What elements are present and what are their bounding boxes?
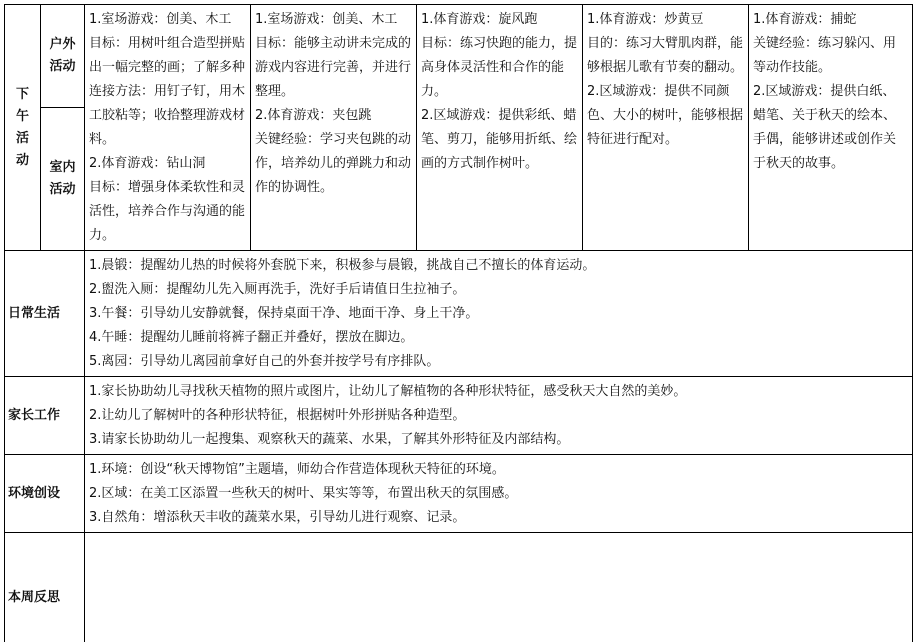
day-3-line-2: 目标：练习快跑的能力，提高身体灵活性和合作的能力。 [421, 36, 578, 99]
daily-life-line-3: 3.午餐：引导幼儿安静就餐，保持桌面干净、地面干净、身上干净。 [89, 306, 479, 321]
day-4-line-1: 1.体育游戏：炒黄豆 [587, 12, 704, 27]
afternoon-activity-label-text: 下午活动 [16, 86, 30, 168]
environment-line-2: 2.区域：在美工区添置一些秋天的树叶、果实等等，布置出秋天的氛围感。 [89, 486, 518, 501]
environment-label: 环境创设 [5, 455, 85, 533]
parent-work-label: 家长工作 [5, 377, 85, 455]
day-1-line-4: 目标：增强身体柔软性和灵活性，培养合作与沟通的能力。 [89, 180, 246, 243]
day-2-line-1: 1.室场游戏：创美、木工 [255, 12, 398, 27]
weekly-plan-table [4, 4, 913, 642]
reflection-row [5, 533, 913, 642]
daily-life-label: 日常生活 [5, 251, 85, 377]
environment-line-1: 1.环境：创设“秋天博物馆”主题墙，师幼合作营造体现秋天特征的环境。 [89, 462, 505, 477]
daily-life-line-4: 4.午睡：提醒幼儿睡前将裤子翻正并叠好，摆放在脚边。 [89, 330, 414, 345]
day-2-line-2: 目标：能够主动讲未完成的游戏内容进行完善，并进行整理。 [255, 36, 412, 99]
afternoon-activity-label [5, 5, 41, 251]
day-5-line-1: 1.体育游戏：捕蛇 [753, 12, 857, 27]
day-1-line-3: 2.体育游戏：钻山洞 [89, 156, 206, 171]
day-1-line-1: 1.室场游戏：创美、木工 [89, 12, 232, 27]
day-cell-2 [251, 5, 417, 251]
day-cell-4 [583, 5, 749, 251]
daily-life-content [85, 251, 913, 377]
day-4-line-2: 目的：练习大臂肌肉群，能够根据儿歌有节奏的翻动。 [587, 36, 744, 75]
afternoon-outdoor-row [5, 5, 913, 108]
daily-life-row [5, 251, 913, 377]
parent-work-row [5, 377, 913, 455]
parent-work-line-3: 3.请家长协助幼儿一起搜集、观察秋天的蔬菜、水果，了解其外形特征及内部结构。 [89, 432, 570, 447]
parent-work-line-2: 2.让幼儿了解树叶的各种形状特征，根据树叶外形拼贴各种造型。 [89, 408, 466, 423]
daily-life-line-5: 5.离园：引导幼儿离园前拿好自己的外套并按学号有序排队。 [89, 354, 440, 369]
reflection-content [85, 533, 913, 642]
day-1-line-2: 目标：用树叶组合造型拼贴出一幅完整的画；了解多种连接方法：用钉子钉，用木工胶粘等；收拾整理游戏材料。 [89, 36, 246, 147]
outdoor-activity-label: 户外活动 [41, 5, 85, 108]
reflection-label: 本周反思 [5, 533, 85, 642]
parent-work-content [85, 377, 913, 455]
daily-life-line-2: 2.盥洗入厕：提醒幼儿先入厕再洗手，洗好手后请值日生拉袖子。 [89, 282, 466, 297]
day-3-line-3: 2.区域游戏：提供彩纸、蜡笔、剪刀，能够用折纸、绘画的方式制作树叶。 [421, 108, 578, 171]
day-cell-1 [85, 5, 251, 251]
day-2-line-4: 关键经验：学习夹包跳的动作，培养幼儿的弹跳力和动作的协调性。 [255, 132, 412, 195]
indoor-activity-label: 室内活动 [41, 107, 85, 251]
parent-work-line-1: 1.家长协助幼儿寻找秋天植物的照片或图片，让幼儿了解植物的各种形状特征，感受秋天大自然的美妙。 [89, 384, 687, 399]
day-3-line-1: 1.体育游戏：旋风跑 [421, 12, 538, 27]
environment-row [5, 455, 913, 533]
environment-line-3: 3.自然角：增添秋天丰收的蔬菜水果，引导幼儿进行观察、记录。 [89, 510, 466, 525]
environment-content [85, 455, 913, 533]
day-cell-5 [749, 5, 913, 251]
day-5-line-3: 2.区域游戏：提供白纸、蜡笔、关于秋天的绘本、手偶，能够讲述或创作关于秋天的故事。 [753, 84, 897, 171]
day-cell-3 [417, 5, 583, 251]
day-5-line-2: 关键经验：练习躲闪、用等动作技能。 [753, 36, 897, 75]
day-2-line-3: 2.体育游戏：夹包跳 [255, 108, 372, 123]
day-4-line-3: 2.区域游戏：提供不同颜色、大小的树叶，能够根据特征进行配对。 [587, 84, 744, 147]
daily-life-line-1: 1.晨锻：提醒幼儿热的时候将外套脱下来，积极参与晨锻，挑战自己不擅长的体育运动。 [89, 258, 596, 273]
